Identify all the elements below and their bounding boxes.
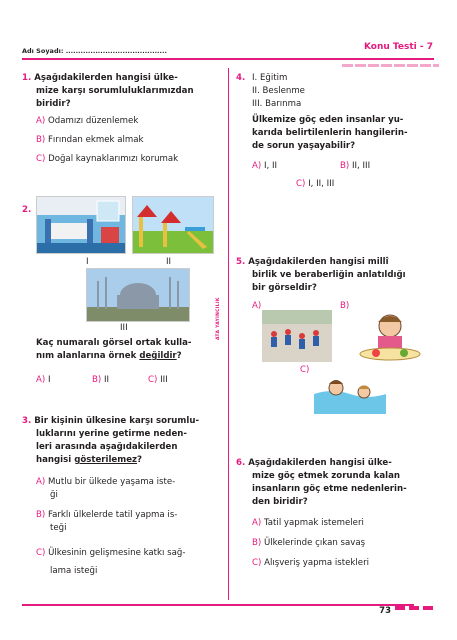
question-4-option-b[interactable]: B) II, III — [340, 161, 371, 171]
question-3-option-a[interactable]: A) Mutlu bir ülkede yaşama iste- ği — [36, 477, 176, 500]
question-4-item-2: II. Beslenme — [252, 86, 305, 96]
question-1-number: 1. — [22, 73, 32, 83]
question-5-option-c[interactable]: C) — [300, 365, 310, 375]
column-divider — [228, 68, 229, 600]
question-1-line-2: mize karşı sorumluluklarımızdan — [36, 86, 194, 96]
header-divider — [22, 58, 434, 60]
question-1-option-a[interactable]: A) Odamızı düzenlemek — [36, 116, 139, 126]
question-5-option-a[interactable]: A) — [252, 301, 262, 311]
question-1-option-b[interactable]: B) Fırından ekmek almak — [36, 135, 144, 145]
footer-dash-3 — [423, 606, 433, 610]
swimming-children-image — [314, 364, 386, 414]
question-3-option-c[interactable]: C) Ülkesinin gelişmesine katkı sağ- lama isteği — [36, 548, 186, 576]
publisher-label: ATA YAYINCILIK — [216, 297, 221, 340]
question-2-option-a[interactable]: A) I — [36, 375, 51, 385]
image-label-3: III — [120, 323, 128, 333]
question-2-underlined-word: değildir — [139, 351, 177, 361]
question-5-option-b[interactable]: B) — [340, 301, 350, 311]
question-4-stem: Ülkemize göç eden insanlar yu- karıda belirtilenlerin hangilerin- de sorun yaşayabilir? — [252, 115, 408, 151]
question-6-option-b[interactable]: B) Ülkelerinde çıkan savaş — [252, 538, 366, 548]
bedroom-image — [36, 196, 126, 254]
page-number: 73 — [379, 606, 391, 616]
image-label-1: I — [86, 257, 89, 267]
question-2-option-b[interactable]: B) II — [92, 375, 110, 385]
question-6-option-c[interactable]: C) Alışveriş yapma istekleri — [252, 558, 369, 568]
question-3: 3. Bir kişinin ülkesine karşı sorumlu- luklarını yerine getirme neden- leri arasında aşağıdakilerden hangisi gösterilemez? — [22, 416, 200, 465]
question-4-option-a[interactable]: A) I, II — [252, 161, 278, 171]
question-1-line-1: Aşağıdakilerden hangisi ülke- — [34, 73, 178, 83]
question-1 — [22, 72, 222, 111]
question-2-stem: Kaç numaralı görsel ortak kulla- nım alanlarına örnek değildir? — [36, 338, 192, 361]
question-6-number: 6. — [236, 458, 246, 468]
question-4-item-1: I. Eğitim — [252, 73, 288, 83]
test-title: Konu Testi - 7 — [363, 42, 433, 52]
footer-dash-2 — [409, 606, 419, 610]
name-field-label: Adı Soyadı: ......................................... — [22, 47, 167, 55]
question-6: 6. Aşağıdakilerden hangisi ülke- mize göç etmek zorunda kalan insanların göç etme nedenlerin- den biridir? — [236, 458, 407, 507]
question-3-number: 3. — [22, 416, 32, 426]
header-dash-row — [0, 64, 457, 67]
question-2-option-c[interactable]: C) III — [148, 375, 168, 385]
child-eating-image — [356, 310, 426, 362]
question-3-underlined-word: gösterilemez — [74, 455, 138, 465]
question-5: 5. Aşağıdakilerden hangisi millî birlik ve beraberliğin anlatıldığı bir görseldir? — [236, 257, 406, 293]
playground-image — [132, 196, 214, 254]
question-2-number: 2. — [22, 205, 32, 215]
marathon-image — [262, 310, 332, 362]
question-4-option-c[interactable]: C) I, II, III — [296, 179, 335, 189]
footer-divider — [22, 604, 414, 606]
question-4-item-3: III. Barınma — [252, 99, 302, 109]
question-6-option-a[interactable]: A) Tatil yapmak istemeleri — [252, 518, 364, 528]
question-4-number: 4. — [236, 73, 246, 83]
question-1-option-c[interactable]: C) Doğal kaynaklarımızı korumak — [36, 154, 179, 164]
question-3-option-b[interactable]: B) Farklı ülkelerde tatil yapma is- teği — [36, 510, 178, 533]
question-5-number: 5. — [236, 257, 246, 267]
footer-dash-1 — [395, 606, 405, 610]
question-1-line-3: biridir? — [36, 99, 71, 109]
mosque-image — [86, 268, 190, 322]
image-label-2: II — [166, 257, 172, 267]
